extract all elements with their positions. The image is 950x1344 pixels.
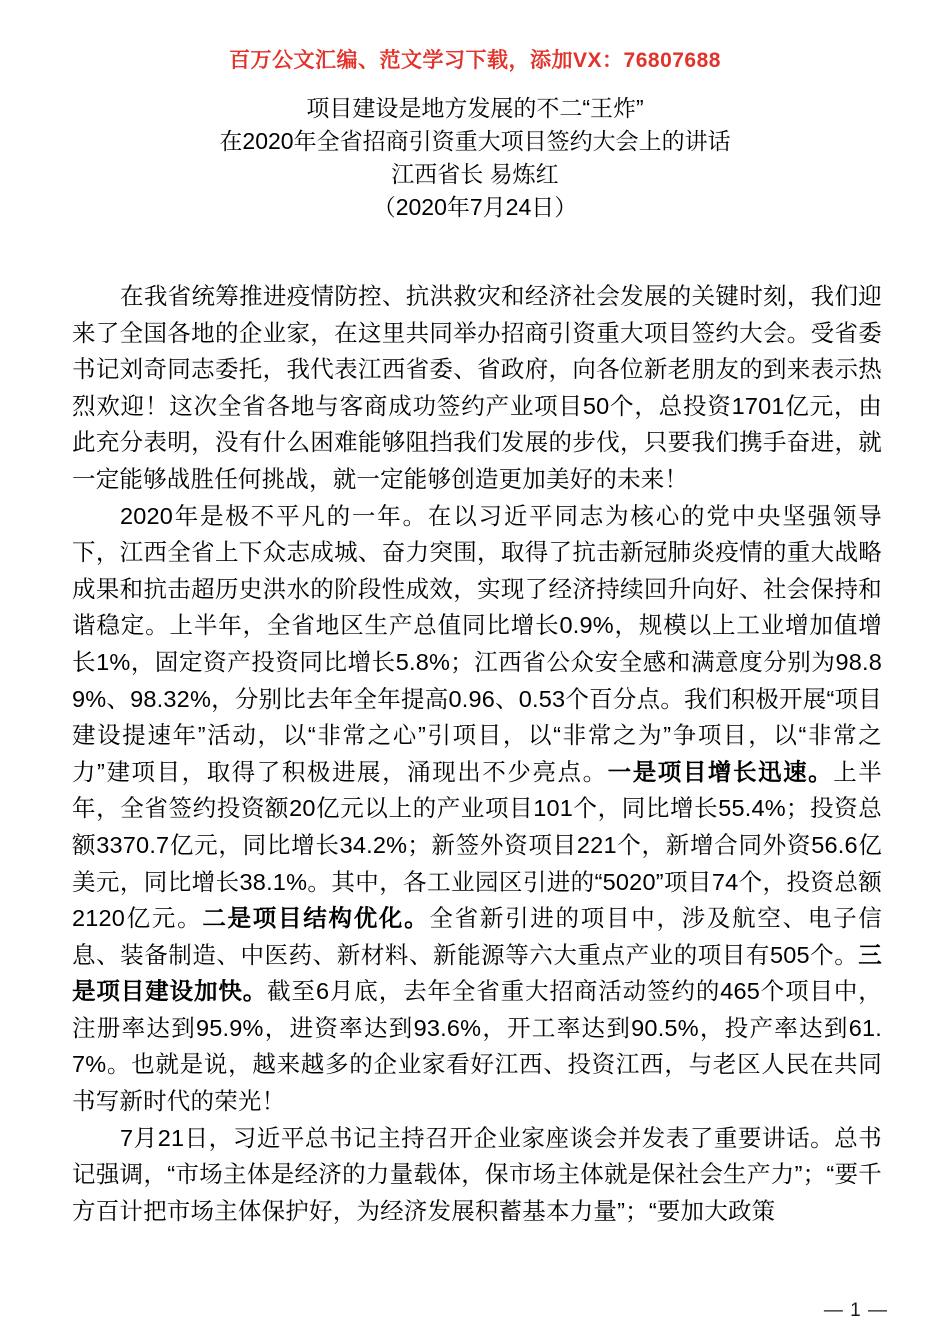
highlight-point-three: 三是项目建设加快。 xyxy=(72,941,882,1005)
document-body xyxy=(72,278,882,1229)
page-number: — 1 — xyxy=(823,1300,888,1321)
paragraph-3: 7月21日，习近平总书记主持召开企业家座谈会并发表了重要讲话。总书记强调，“市场主体是经济的力量载体，保市场主体就是保社会生产力”；“要千方百计把市场主体保护好，为经济发展积蓄基本力量”；“要加大政策 xyxy=(72,1124,882,1224)
title-author: 江西省长 易炼红 xyxy=(391,161,559,187)
paragraph-2 xyxy=(72,498,882,1120)
title-subtitle: 在2020年全省招商引资重大项目签约大会上的讲话 xyxy=(219,128,731,154)
paragraph-2-seg-a: 2020年是极不平凡的一年。在以习近平同志为核心的党中央坚强领导下，江西全省上下众志成城、奋力突围，取得了抗击新冠肺炎疫情的重大战略成果和抗击超历史洪水的阶段性成效，实现了经济持续回升向好、社会保持和谐稳定。上半年，全省地区生产总值同比增长0.9%，规模以上工业增加值增长1%，固定资产投资同比增长5.8%；江西省公众安全感和满意度分别为98.89%、98.32%，分别比去年全年提高0.96、0.53个百分点。我们积极开展“项目建设提速年”活动，以“非常之心”引项目，以“非常之为”争项目，以“非常之力”建项目，取得了积极进展，涌现出不少亮点。 xyxy=(72,502,882,785)
title-date: （2020年7月24日） xyxy=(372,194,578,220)
document-title-block xyxy=(0,92,950,224)
highlight-point-two: 二是项目结构优化。 xyxy=(202,905,430,932)
promo-banner-text: 百万公文汇编、范文学习下载，添加VX：76807688 xyxy=(229,49,721,72)
highlight-point-one: 一是项目增长迅速。 xyxy=(607,758,834,785)
paragraph-2-seg-d: 全省新引进的项目中，涉及航空、电子信息、装备制造、中医药、新材料、新能源等六大重点产业的项目有505个。 xyxy=(72,905,882,968)
title-main: 项目建设是地方发展的不二“王炸” xyxy=(306,95,644,121)
paragraph-1: 在我省统筹推进疫情防控、抗洪救灾和经济社会发展的关键时刻，我们迎来了全国各地的企业家，在这里共同举办招商引资重大项目签约大会。受省委书记刘奇同志委托，我代表江西省委、省政府，向各位新老朋友的到来表示热烈欢迎！这次全省各地与客商成功签约产业项目50个，总投资1701亿元，由此充分表明，没有什么困难能够阻挡我们发展的步伐，只要我们携手奋进，就一定能够战胜任何挑战，就一定能够创造更加美好的未来！ xyxy=(72,283,882,492)
paragraph-2-seg-c: 上半年，全省签约投资额20亿元以上的产业项目101个，同比增长55.4%；投资总额3370.7亿元，同比增长34.2%；新签外资项目221个，新增合同外资56.6亿美元，同比增长38.1%。其中，各工业园区引进的“5020”项目74个，投资总额2120亿元。 xyxy=(72,758,882,932)
paragraph-2-seg-e: 截至6月底，去年全省重大招商活动签约的465个项目中，注册率达到95.9%，进资率达到93.6%，开工率达到90.5%，投产率达到61.7%。也就是说，越来越多的企业家看好江西、投资江西，与老区人民在共同书写新时代的荣光！ xyxy=(72,978,882,1115)
